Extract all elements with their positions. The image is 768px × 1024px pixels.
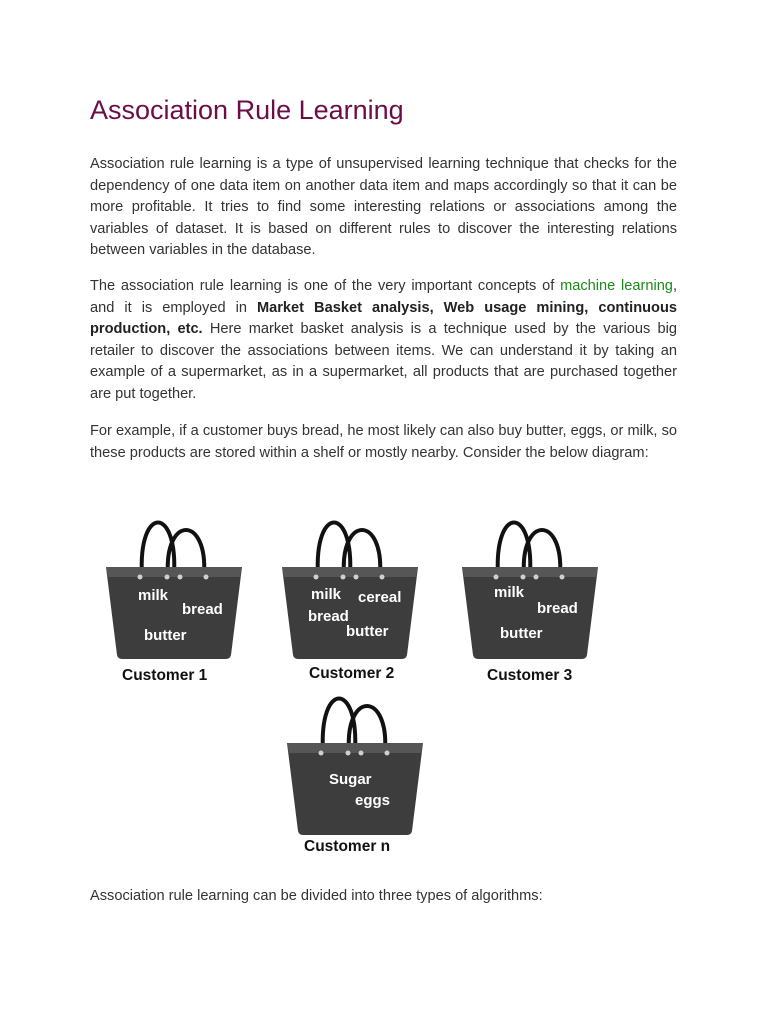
basket-item: milk <box>138 587 169 604</box>
basket-item: Sugar <box>329 771 372 788</box>
applications-bold-text: Market Basket analysis, Web usage mining, continuous production, etc. <box>90 299 677 338</box>
concepts-text-3: Here market basket analysis is a technique used by the various big retailer to discover the associations between items. We can understand it by taking an example of a supermarket, as in a supermarket, all products that are purchased together are put together. <box>90 321 677 402</box>
intro-paragraph: Association rule learning is a type of unsupervised learning technique that checks for the dependency of one data item on another data item and maps accordingly so that it can be more profitable. It tries to find some interesting relations or associations among the variables of dataset. It is based on different rules to discover the interesting relations between variables in the database. <box>90 156 677 259</box>
basket-customer-2 <box>280 511 420 661</box>
shopping-basket-icon <box>280 511 420 661</box>
basket-item: milk <box>494 584 525 601</box>
basket-customer-n <box>285 687 425 837</box>
basket-item: bread <box>537 600 578 617</box>
basket-caption: Customer 1 <box>122 667 208 684</box>
basket-customer-3 <box>460 511 600 661</box>
basket-caption: Customer 3 <box>487 667 573 684</box>
machine-learning-link[interactable]: machine learning <box>560 278 673 294</box>
concepts-text-2: , and it is employed in <box>90 278 677 316</box>
basket-item: bread <box>182 601 223 618</box>
concepts-text-1: The association rule learning is one of the very important concepts of <box>90 278 561 294</box>
page-title: Association Rule Learning <box>90 95 404 125</box>
algorithms-intro-paragraph: Association rule learning can be divided into three types of algorithms: <box>90 888 543 904</box>
shopping-basket-icon <box>285 687 425 837</box>
shopping-basket-icon <box>460 511 600 661</box>
basket-item: eggs <box>355 792 391 809</box>
concepts-paragraph <box>90 276 677 406</box>
basket-item: milk <box>311 586 342 603</box>
basket-item: cereal <box>358 589 402 606</box>
basket-item: bread <box>308 608 349 625</box>
basket-caption: Customer 2 <box>309 665 395 682</box>
basket-item: butter <box>144 627 187 644</box>
shopping-basket-icon <box>104 511 244 661</box>
basket-caption: Customer n <box>304 838 391 855</box>
basket-customer-1 <box>104 511 244 661</box>
basket-item: butter <box>346 623 389 640</box>
example-paragraph: For example, if a customer buys bread, he most likely can also buy butter, eggs, or milk, so these products are stored within a shelf or mostly nearby. Consider the below diagram: <box>90 423 677 461</box>
basket-item: butter <box>500 625 543 642</box>
